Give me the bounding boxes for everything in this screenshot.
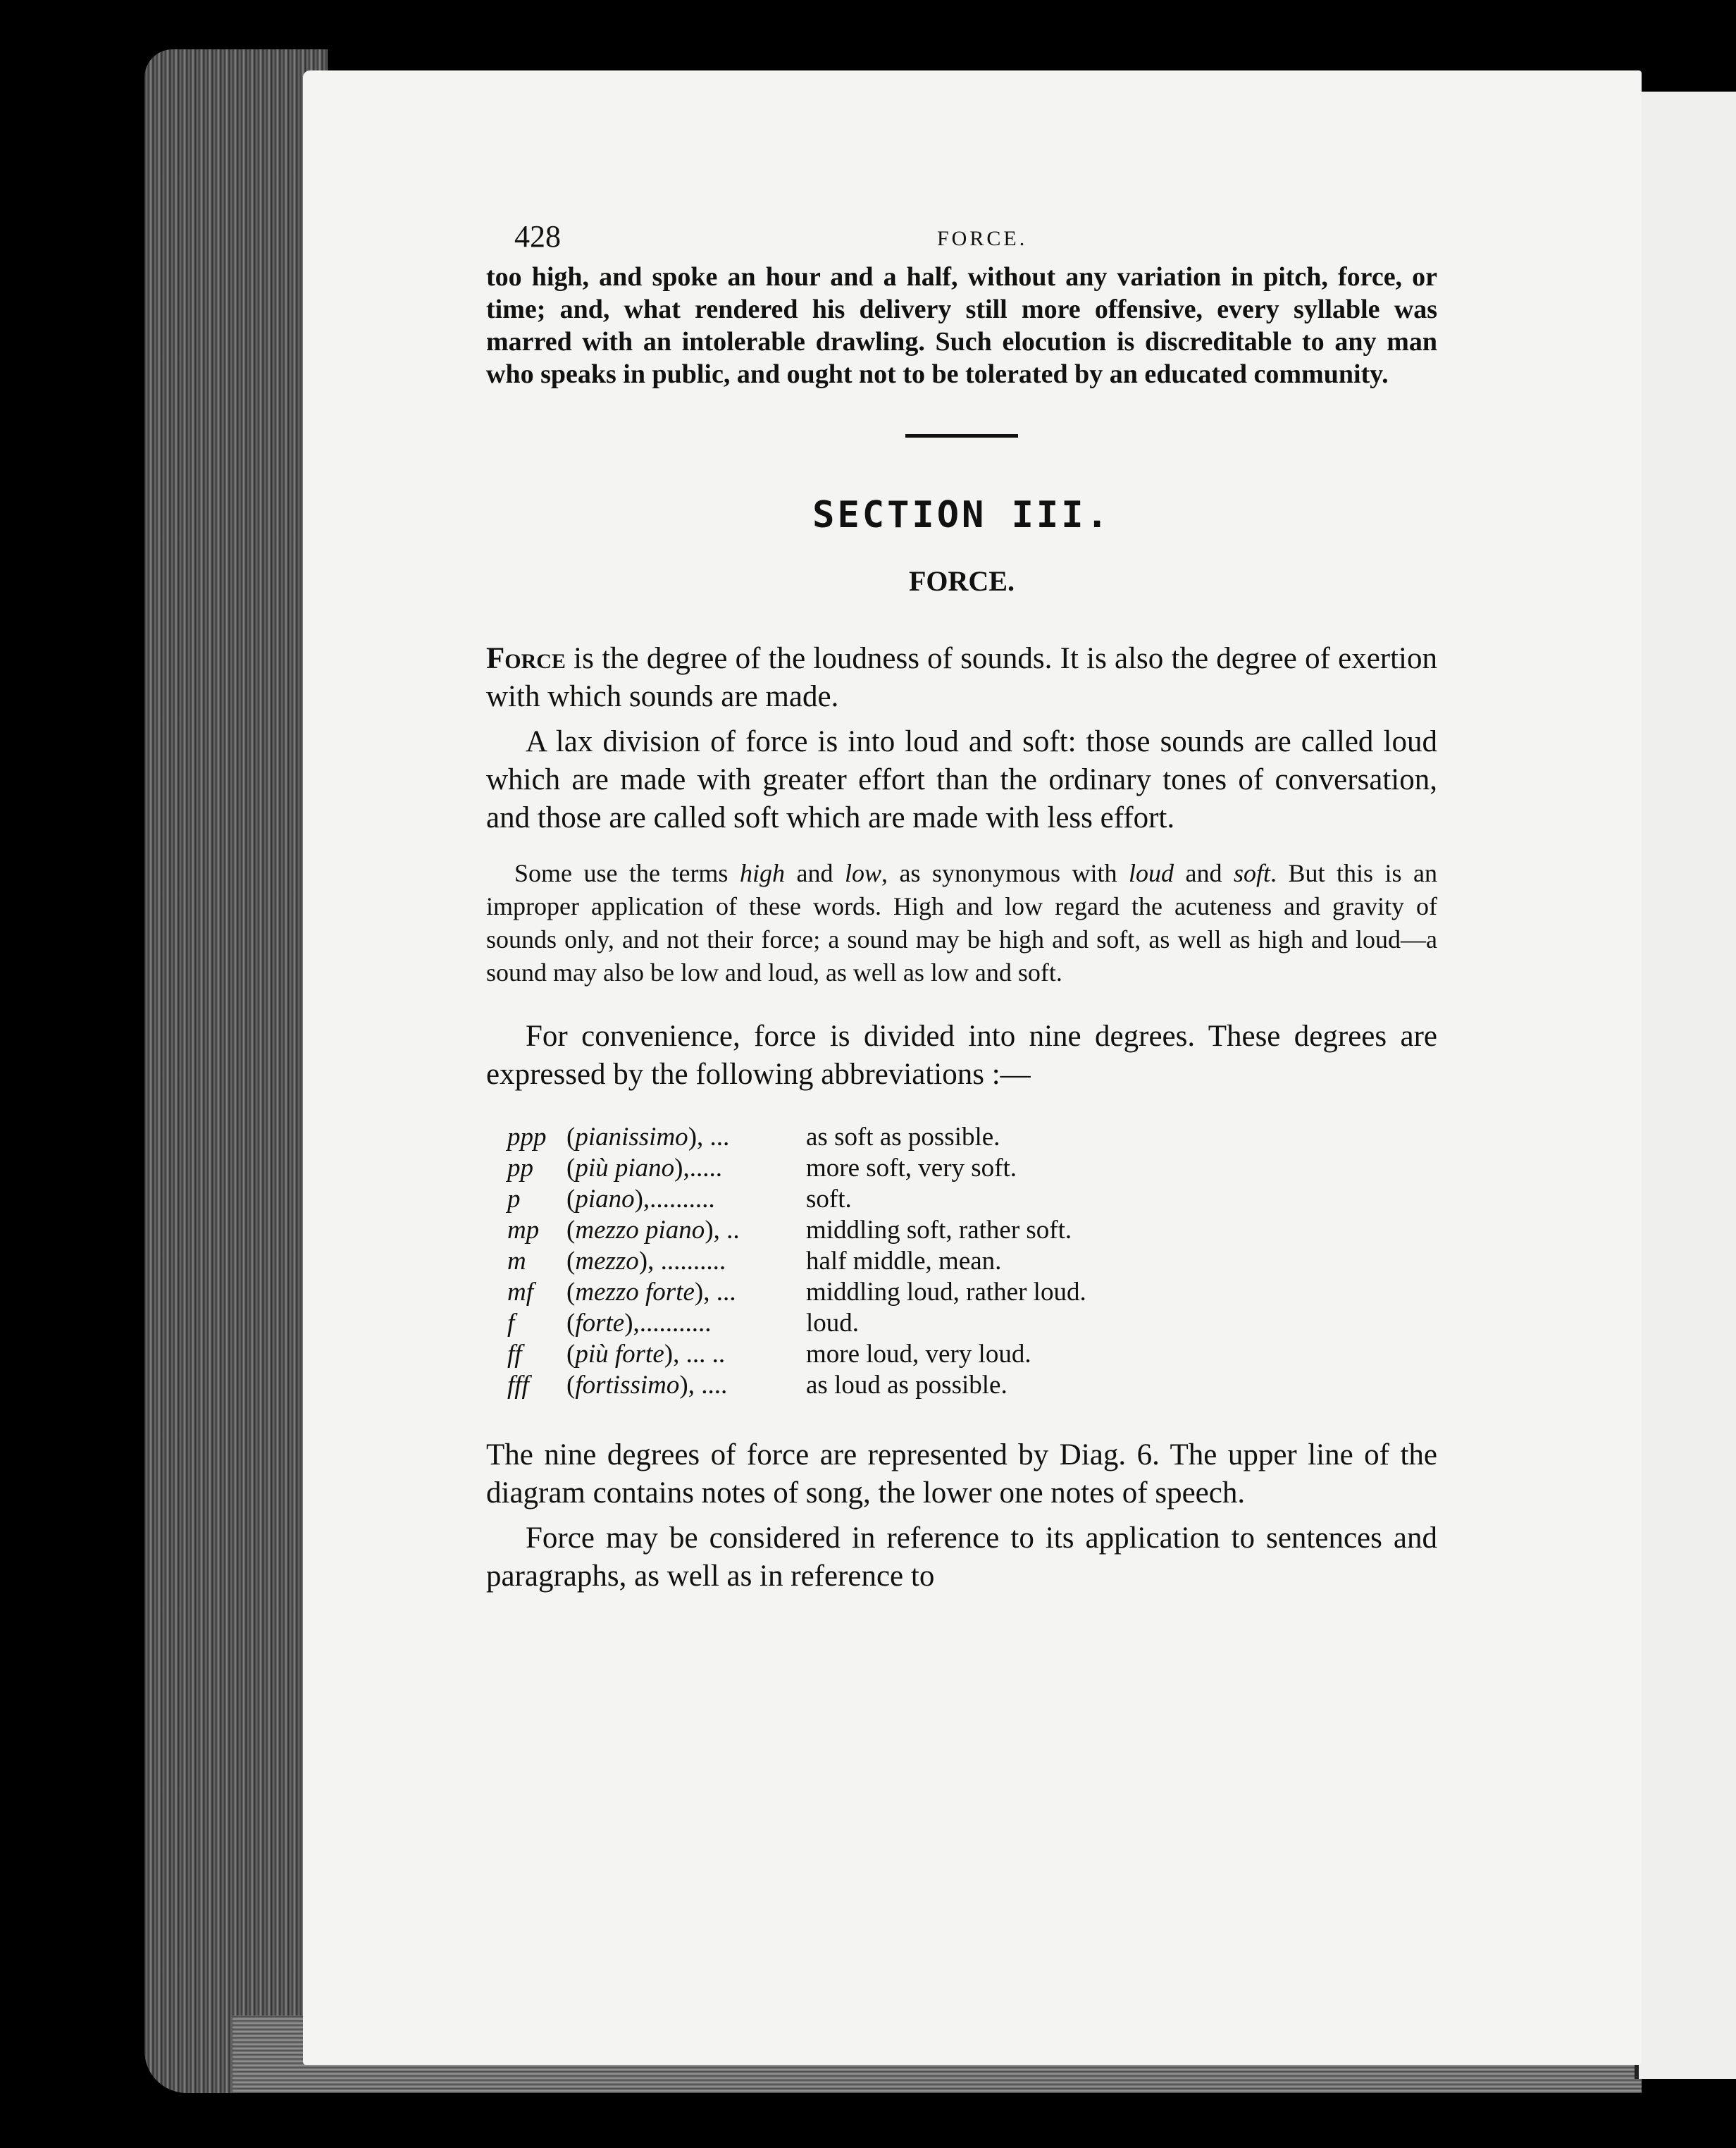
open-paren: (: [566, 1216, 576, 1245]
adjacent-page: [1635, 92, 1736, 2079]
abbreviation-meaning: more loud, very loud.: [806, 1340, 1031, 1369]
abbreviation-row: [507, 1308, 1437, 1339]
term-leader: ),.....: [674, 1154, 722, 1183]
section-subheading: FORCE.: [909, 565, 1015, 597]
note-term-high: high: [739, 859, 785, 887]
abbreviation-row: [507, 1277, 1437, 1308]
abbreviation-symbol: fff: [507, 1371, 529, 1400]
terminology-note: [486, 857, 1437, 989]
running-head: [486, 218, 1437, 261]
page-content: [486, 218, 1437, 1603]
abbreviation-meaning: soft.: [806, 1185, 852, 1214]
abbreviation-symbol: p: [507, 1185, 521, 1214]
definition-text: is the degree of the loudness of sounds. It is also the degree of exertion with which sounds are made.: [486, 642, 1437, 713]
abbreviation-term: [566, 1122, 806, 1153]
note-text: and: [784, 859, 845, 887]
abbreviation-meaning: middling loud, rather loud.: [806, 1278, 1086, 1307]
convenience-paragraph: For convenience, force is divided into nine degrees. These degrees are expressed by the following abbreviations :—: [486, 1020, 1437, 1091]
abbreviation-term: [566, 1308, 806, 1339]
abbreviation-symbol: mf: [507, 1278, 533, 1307]
abbreviation-row: [507, 1215, 1437, 1246]
abbreviation-meaning: more soft, very soft.: [806, 1154, 1017, 1183]
note-text: and: [1174, 859, 1234, 887]
term-leader: ), ... ..: [664, 1340, 726, 1369]
open-paren: (: [566, 1123, 576, 1152]
term-leader: ), ....: [679, 1371, 728, 1400]
note-text: , as synonymous with: [881, 859, 1129, 887]
abbreviation-meaning: loud.: [806, 1309, 860, 1338]
term-leader: ),...........: [624, 1309, 712, 1338]
abbreviation-symbol: ff: [507, 1340, 522, 1369]
note-text: . But this is an improper application of these words. High and low regard the acuteness and gravity of sounds only, and not their force; a sound may be high and soft, as well as high and loud—a sound may also be low and loud, as well as low and soft.: [486, 859, 1438, 987]
abbreviation-row: [507, 1339, 1437, 1370]
abbreviation-row: [507, 1184, 1437, 1215]
abbreviation-symbol: f: [507, 1309, 515, 1338]
note-term-loud: loud: [1128, 859, 1174, 887]
abbreviation-meaning: half middle, mean.: [806, 1247, 1002, 1276]
abbreviation-meaning: middling soft, rather soft.: [806, 1216, 1072, 1245]
open-paren: (: [566, 1247, 576, 1276]
open-paren: (: [566, 1371, 576, 1400]
italian-term: più piano: [575, 1154, 675, 1183]
note-term-low: low: [844, 859, 881, 887]
abbreviation-term: [566, 1184, 806, 1215]
italian-term: fortissimo: [575, 1371, 680, 1400]
abbreviation-term: [566, 1370, 806, 1401]
abbreviation-term: [566, 1246, 806, 1277]
term-leader: ),..........: [634, 1185, 715, 1214]
book-page-edges: [144, 49, 328, 2093]
abbreviation-term: [566, 1215, 806, 1246]
term-leader: ), ..........: [638, 1247, 726, 1276]
note-text: Some use the terms: [514, 859, 740, 887]
definition-lead-term: Force: [486, 642, 566, 675]
open-paren: (: [566, 1340, 576, 1369]
open-paren: (: [566, 1185, 576, 1214]
italian-term: pianissimo: [575, 1123, 688, 1152]
italian-term: forte: [575, 1309, 625, 1338]
open-paren: (: [566, 1309, 576, 1338]
lax-division-paragraph: A lax division of force is into loud and soft: those sounds are called loud which are made with greater effort than the ordinary tones of conversation, and those are called soft which are made with less effort.: [486, 725, 1437, 834]
abbreviation-row: [507, 1122, 1437, 1153]
abbreviation-term: [566, 1153, 806, 1184]
italian-term: mezzo forte: [575, 1278, 695, 1307]
abbreviation-term: [566, 1277, 806, 1308]
abbreviation-symbol: m: [507, 1247, 526, 1276]
italian-term: mezzo: [575, 1247, 639, 1276]
running-title: FORCE.: [937, 227, 1028, 250]
force-definition-paragraph: [486, 640, 1437, 716]
italian-term: mezzo piano: [575, 1216, 705, 1245]
page-number: 428: [514, 219, 561, 254]
abbreviation-row: [507, 1246, 1437, 1277]
abbreviation-meaning: as loud as possible.: [806, 1371, 1008, 1400]
abbreviation-meaning: as soft as possible.: [806, 1123, 1000, 1152]
abbreviation-row: [507, 1370, 1437, 1401]
term-leader: ), ...: [694, 1278, 736, 1307]
italian-term: piano: [575, 1185, 635, 1214]
closing-paragraph: Force may be considered in reference to its application to sentences and paragraphs, as well as in reference to: [486, 1522, 1437, 1593]
abbreviation-symbol: mp: [507, 1216, 540, 1245]
abbreviation-term: [566, 1339, 806, 1370]
term-leader: ), ...: [688, 1123, 730, 1152]
abbreviation-row: [507, 1153, 1437, 1184]
opening-paragraph: too high, and spoke an hour and a half, without any variation in pitch, force, or time; and, what rendered his delivery still more offensive, every syllable was marred with an intolerable drawling. Such elocution is discreditable to any man who speaks in public, and ought not to be tolerated by an educated community.: [486, 262, 1437, 389]
diagram-paragraph: The nine degrees of force are represented by Diag. 6. The upper line of the diagram contains notes of song, the lower one notes of speech.: [486, 1438, 1437, 1510]
open-paren: (: [566, 1154, 576, 1183]
section-heading: SECTION III.: [812, 494, 1111, 536]
abbreviation-symbol: ppp: [507, 1123, 547, 1152]
note-term-soft: soft: [1233, 859, 1270, 887]
open-paren: (: [566, 1278, 576, 1307]
italian-term: più forte: [575, 1340, 664, 1369]
abbreviation-symbol: pp: [507, 1154, 533, 1183]
abbreviation-list: [507, 1122, 1437, 1401]
term-leader: ), ..: [705, 1216, 740, 1245]
section-divider: [905, 434, 1018, 438]
